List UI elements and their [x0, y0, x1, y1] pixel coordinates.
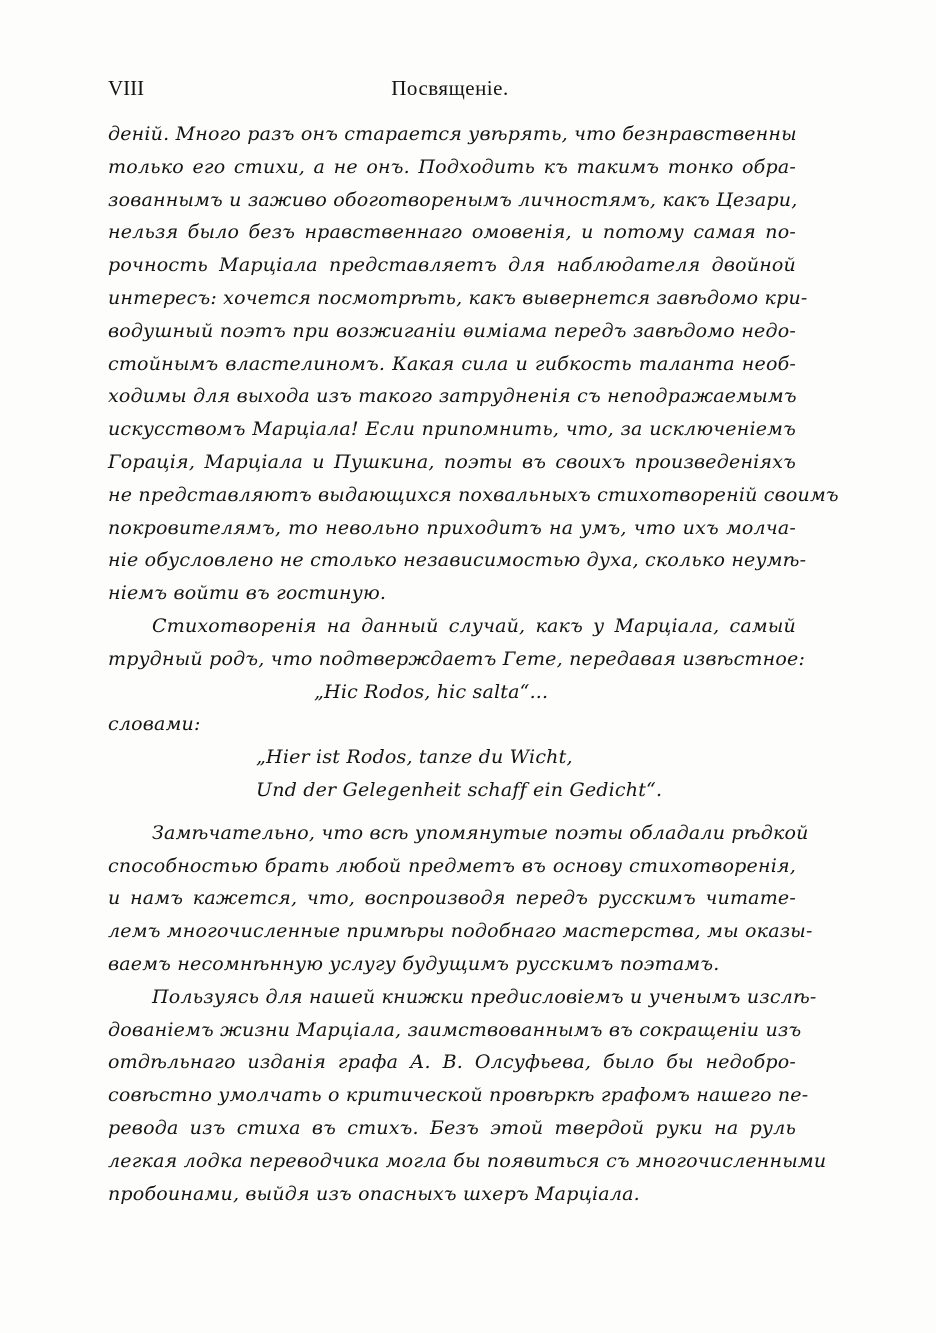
text-line: не представляютъ выдающихся похвальныхъ стихотвореній своимъ	[108, 483, 839, 506]
text-line: только его стихи, а не онъ. Подходить къ такимъ тонко обра-	[108, 155, 796, 178]
text-line: совѣстно умолчать о критической провѣркѣ графомъ нашего пе-	[108, 1084, 809, 1107]
words-label: словами:	[108, 713, 201, 736]
text-line: пробоинами, выйдя изъ опасныхъ шхеръ Марціала.	[108, 1182, 640, 1205]
text-line: ревода изъ стиха въ стихъ. Безъ этой твердой руки на руль	[108, 1116, 796, 1139]
text-line: дованіемъ жизни Марціала, заимствованнымъ въ сокращеніи изъ	[108, 1018, 802, 1041]
text-line: ходимы для выхода изъ такого затрудненія съ неподражаемымъ	[108, 385, 797, 408]
text-line: и намъ кажется, что, воспроизводя передъ русскимъ читате-	[108, 887, 796, 910]
paragraph-3	[108, 817, 813, 981]
paragraph-2	[108, 610, 806, 676]
running-title: Посвященіе.	[391, 76, 509, 100]
text-line: покровителямъ, то невольно приходитъ на умъ, что ихъ молча-	[108, 516, 796, 539]
body-text	[108, 118, 839, 1210]
text-line: ваемъ несомнѣнную услугу будущимъ русскимъ поэтамъ.	[108, 952, 720, 975]
text-line: легкая лодка переводчика могла бы появиться съ многочисленными	[108, 1149, 827, 1172]
text-line: Замѣчательно, что всѣ упомянутые поэты обладали рѣдкой	[152, 821, 809, 844]
text-line: трудный родъ, что подтверждаетъ Гете, передавая извѣстное:	[108, 647, 806, 670]
text-line: ніемъ войти въ гостиную.	[108, 582, 387, 605]
text-line: отдѣльнаго изданія графа А. В. Олсуфьева, было бы недобро-	[108, 1051, 796, 1074]
german-quote	[108, 741, 796, 807]
text-line: нельзя было безъ нравственнаго омовенія, и потому самая по-	[108, 221, 796, 244]
paragraph-1	[108, 118, 839, 610]
quote-line: Und der Gelegenheit schaff ein Gedicht“.	[256, 778, 663, 801]
text-line: способностью брать любой предметъ въ основу стихотворенія,	[108, 854, 796, 877]
text-line: ніе обусловлено не столько независимостью духа, сколько неумѣ-	[108, 549, 807, 572]
text-line: рочность Марціала представляетъ для наблюдателя двойной	[108, 254, 796, 277]
text-line: зованнымъ и заживо обоготворенымъ личностямъ, какъ Цезари,	[108, 188, 798, 211]
text-line: искусствомъ Марціала! Если припомнить, что, за исключеніемъ	[108, 418, 796, 441]
page-number: VIII	[108, 76, 145, 100]
text-line: лемъ многочисленные примѣры подобнаго мастерства, мы оказы-	[108, 920, 813, 943]
text-line: деній. Много разъ онъ старается увѣрять, что безнравственны	[108, 123, 797, 145]
text-line: стойнымъ властелиномъ. Какая сила и гибкость таланта необ-	[108, 352, 796, 375]
page-header	[108, 76, 792, 106]
text-line: водушный поэтъ при возжиганіи ѳиміама передъ завѣдомо недо-	[108, 319, 796, 342]
paragraph-4	[108, 981, 827, 1211]
quote-line: „Hier ist Rodos, tanze du Wicht,	[256, 746, 573, 769]
text-line: интересъ: хочется посмотрѣть, какъ вывернется завѣдомо кри-	[108, 286, 808, 309]
latin-quote: „Hic Rodos, hic salta“...	[314, 680, 549, 703]
text-line: Стихотворенія на данный случай, какъ у Марціала, самый	[152, 614, 796, 637]
text-line: Пользуясь для нашей книжки предисловіемъ и ученымъ изслѣ-	[152, 985, 817, 1008]
text-line: Горація, Марціала и Пушкина, поэты въ своихъ произведеніяхъ	[108, 450, 796, 473]
